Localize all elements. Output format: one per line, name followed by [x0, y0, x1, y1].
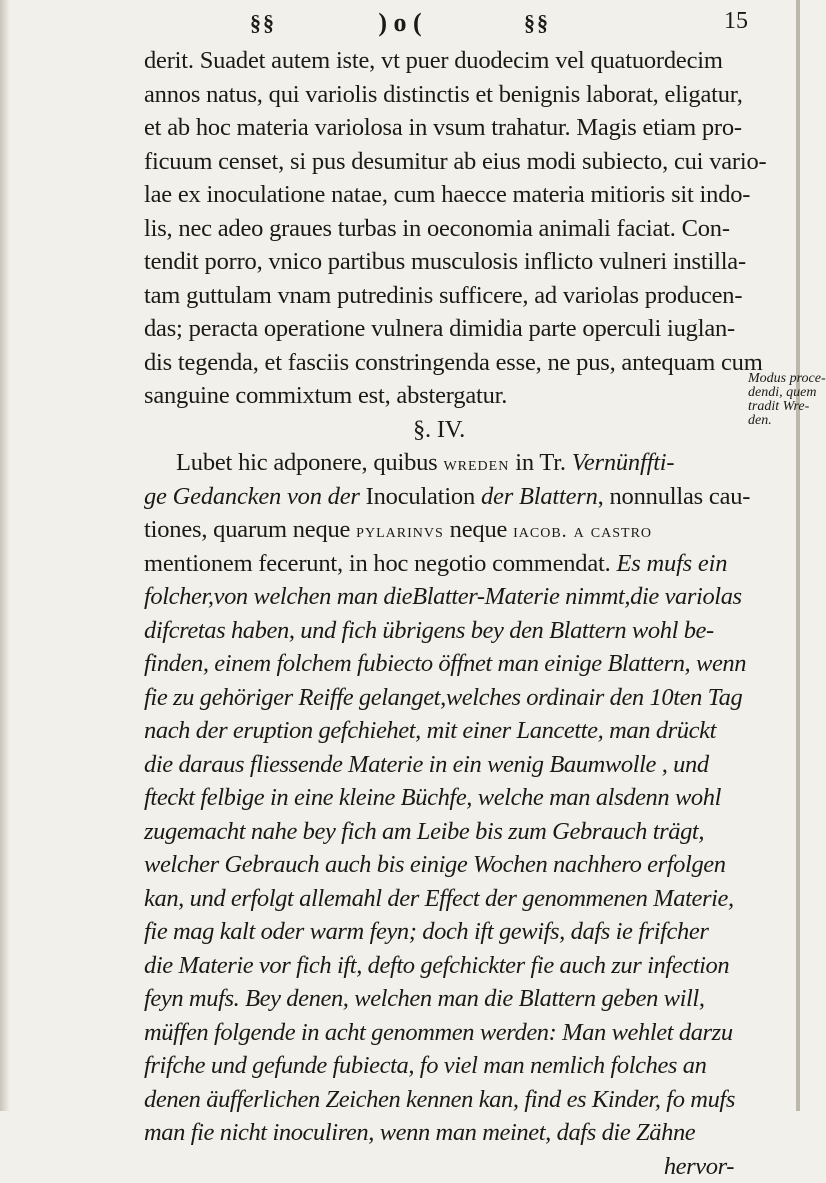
header-center: ) o (: [378, 8, 421, 38]
german-quotation: [144, 580, 734, 1183]
text-line: sanguine commixtum est, abstergatur.: [144, 379, 734, 413]
quote-line: fie zu gehöriger Reiffe gelanget,welches ordinair den 10ten Tag: [144, 681, 734, 715]
quote-line: man fie nicht inoculiren, wenn man meinet, dafs die Zähne: [144, 1116, 734, 1150]
quote-line: fteckt felbige in eine kleine Büchfe, welche man alsdenn wohl: [144, 781, 734, 815]
text-line: tam guttulam vnam putredinis sufficere, ad variolas producen-: [144, 279, 734, 313]
quote-line: nach der eruption gefchiehet, mit einer Lancette, man drückt: [144, 714, 734, 748]
quote-line: feyn mufs. Bey denen, welchen man die Blattern geben will,: [144, 982, 734, 1016]
line-part: , nonnullas cau-: [598, 483, 751, 510]
text-line: dis tegenda, et fasciis constringenda esse, ne pus, antequam cum: [144, 346, 734, 380]
quote-start: Es mufs ein: [617, 550, 728, 577]
catchword: hervor-: [144, 1150, 734, 1183]
quote-line: die Materie vor fich ift, defto gefchickter fie auch zur infection: [144, 949, 734, 983]
page-edge-shadow: [0, 0, 10, 1111]
quote-line: difcretas haben, und fich übrigens bey den Blattern wohl be-: [144, 614, 734, 648]
line-part: tiones, quarum neque: [144, 516, 356, 543]
quote-line: welcher Gebrauch auch bis einige Wochen nachhero erfolgen: [144, 848, 734, 882]
text-line: tendit porro, vnico partibus musculosis inflicto vulneri instilla-: [144, 245, 734, 279]
quote-line: denen äufferlichen Zeichen kennen kan, find es Kinder, fo mufs: [144, 1083, 734, 1117]
text-line: [144, 480, 734, 514]
line-part: Lubet hic adponere, quibus: [176, 449, 443, 476]
author-name: iacob. a castro: [513, 520, 652, 542]
book-title-part: Vernünffti-: [572, 449, 675, 476]
text-line: lae ex inoculatione natae, cum haecce materia mitioris sit indo-: [144, 178, 734, 212]
margin-note-line: Modus proce-: [748, 372, 808, 386]
text-line: annos natus, qui variolis distinctis et benignis laborat, eligatur,: [144, 78, 734, 112]
margin-note: [748, 372, 808, 428]
text-line: [144, 446, 734, 480]
margin-note-line: den.: [748, 414, 808, 428]
quote-line: müffen folgende in acht genommen werden: Man wehlet darzu: [144, 1016, 734, 1050]
line-part: neque: [444, 516, 513, 543]
section-heading: §. IV.: [144, 413, 734, 447]
quote-line: folcher,von welchen man dieBlatter-Materie nimmt,die variolas: [144, 580, 734, 614]
author-name: wreden: [443, 453, 509, 475]
section-paragraph: [144, 446, 734, 580]
line-part: mentionem fecerunt, in hoc negotio commendat.: [144, 550, 617, 577]
text-line: derit. Suadet autem iste, vt puer duodecim vel quatuordecim: [144, 44, 734, 78]
margin-note-line: dendi, quem: [748, 386, 808, 400]
author-name: pylarinvs: [356, 520, 444, 542]
running-header: [250, 6, 550, 40]
text-line: [144, 547, 734, 581]
book-title-part: ge Gedancken von der: [144, 483, 366, 510]
book-title-part: der Blattern: [481, 483, 598, 510]
header-ornament-left: §§: [250, 10, 276, 36]
quote-line: kan, und erfolgt allemahl der Effect der genommenen Materie,: [144, 882, 734, 916]
header-ornament-right: §§: [524, 10, 550, 36]
text-line: ficuum censet, si pus desumitur ab eius modi subiecto, cui vario-: [144, 145, 734, 179]
text-line: [144, 513, 734, 547]
quote-line: fie mag kalt oder warm feyn; doch ift gewifs, dafs ie frifcher: [144, 915, 734, 949]
text-line: et ab hoc materia variolosa in vsum trahatur. Magis etiam pro-: [144, 111, 734, 145]
latin-paragraph: [144, 44, 734, 413]
line-part: in Tr.: [509, 449, 571, 476]
text-line: das; peracta operatione vulnera dimidia parte operculi iuglan-: [144, 312, 734, 346]
quote-line: die daraus fliessende Materie in ein wenig Baumwolle , und: [144, 748, 734, 782]
quote-line: zugemacht nahe bey fich am Leibe bis zum Gebrauch trägt,: [144, 815, 734, 849]
text-body: [144, 44, 734, 1183]
line-part: Inoculation: [366, 483, 481, 510]
quote-line: finden, einem folchem fubiecto öffnet man einige Blattern, wenn: [144, 647, 734, 681]
margin-note-line: tradit Wre-: [748, 400, 808, 414]
text-line: lis, nec adeo graues turbas in oeconomia animali faciat. Con-: [144, 212, 734, 246]
page-edge: [796, 0, 800, 1111]
quote-line: frifche und gefunde fubiecta, fo viel man nemlich folches an: [144, 1049, 734, 1083]
page-number: 15: [724, 8, 748, 35]
